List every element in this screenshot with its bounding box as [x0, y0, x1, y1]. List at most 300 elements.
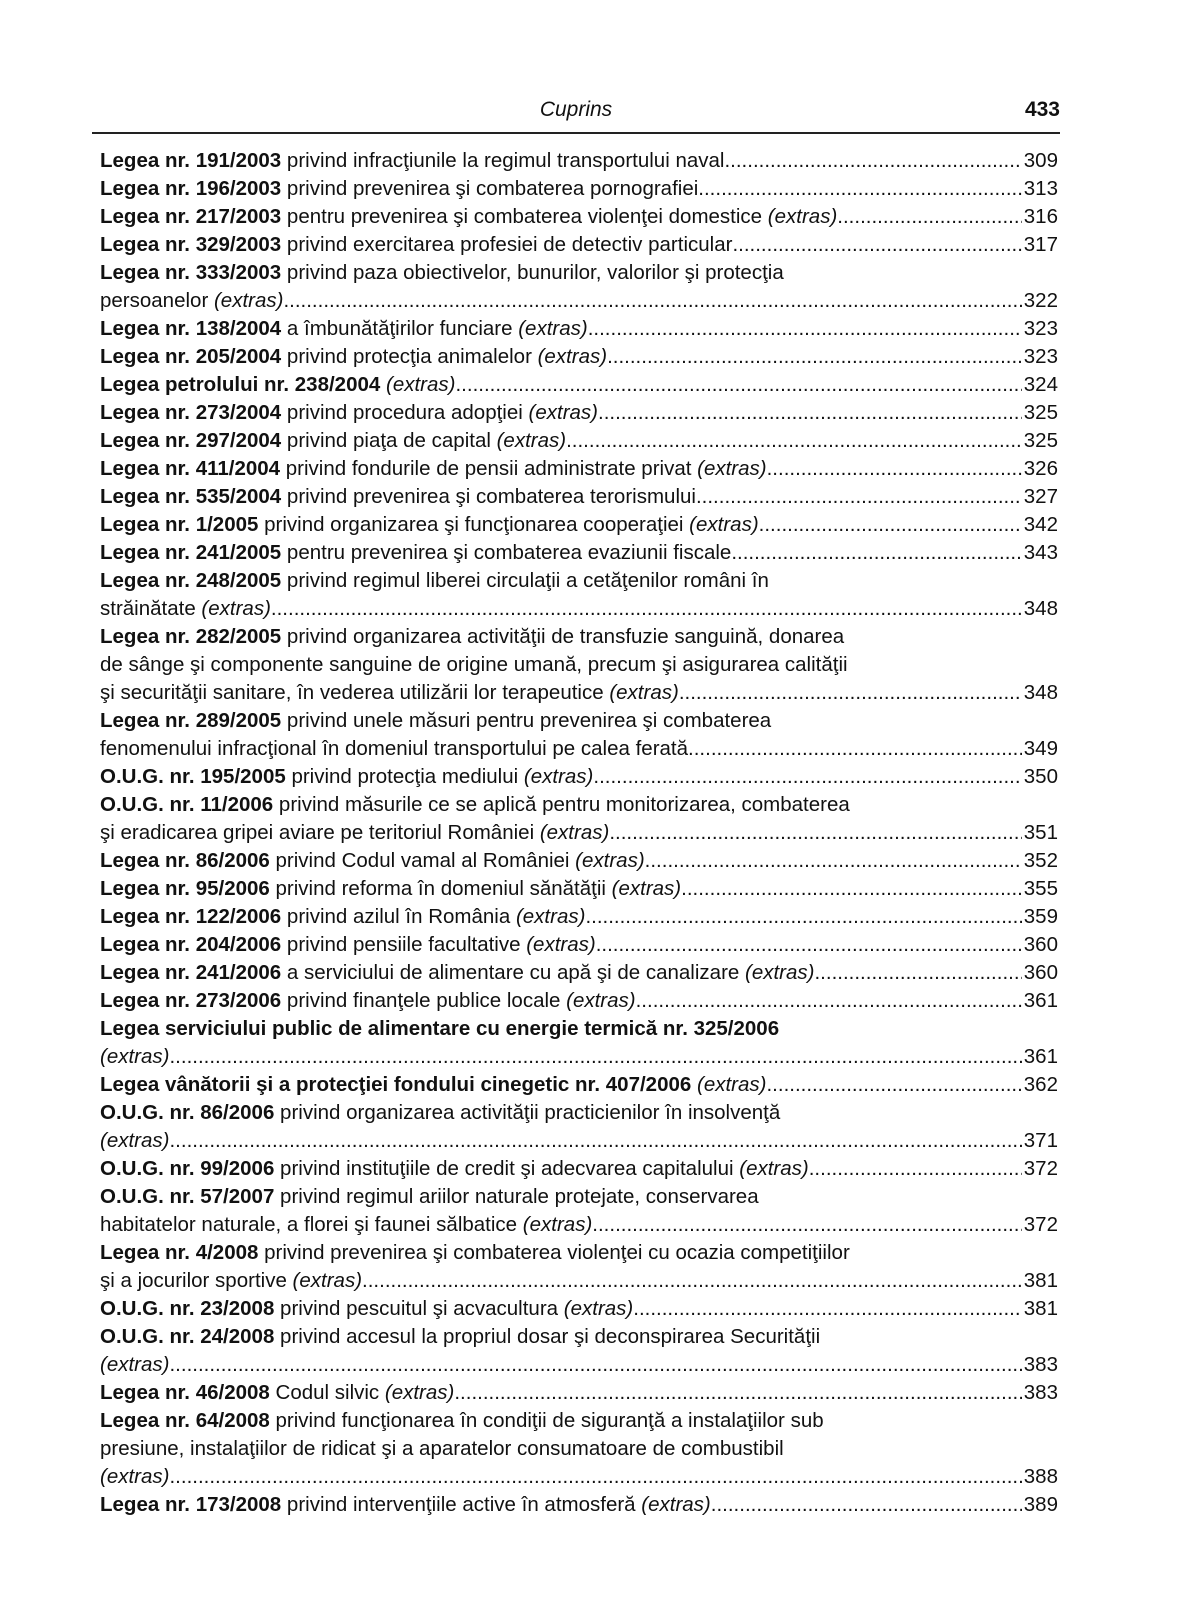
toc-entry-text — [100, 1071, 766, 1099]
toc-entry-line — [100, 1351, 1058, 1379]
toc-entry-line — [100, 371, 1058, 399]
toc-entry[interactable] — [100, 903, 1058, 931]
law-description: a îmbunătăţirilor funciare — [281, 317, 519, 340]
law-description: privind Codul vamal al României — [269, 849, 576, 872]
law-description: privind procedura adopţiei — [281, 401, 529, 424]
toc-entry-line — [100, 1211, 1058, 1239]
law-reference: Legea nr. 217/2003 — [100, 205, 282, 228]
toc-entry[interactable] — [100, 455, 1058, 483]
toc-entry-text — [100, 1379, 454, 1407]
toc-entry-text — [100, 259, 784, 287]
law-reference: O.U.G. nr. 99/2006 — [100, 1157, 275, 1180]
toc-entry-line — [100, 315, 1058, 343]
toc-entry-text — [100, 735, 688, 763]
dot-leader — [592, 1211, 1022, 1239]
law-description: persoanelor — [100, 289, 214, 312]
toc-entry-text — [100, 763, 593, 791]
dot-leader — [688, 735, 1022, 763]
extract-note: (extras) — [767, 205, 838, 228]
toc-entry-line — [100, 1183, 1058, 1211]
toc-entry-text — [100, 231, 732, 259]
law-reference: Legea petrolului nr. 238/2004 — [100, 373, 381, 396]
toc-page-number: 342 — [1023, 513, 1058, 536]
law-reference: Legea nr. 196/2003 — [100, 177, 282, 200]
dot-leader — [636, 987, 1022, 1015]
toc-entry[interactable] — [100, 763, 1058, 791]
toc-entry-line — [100, 651, 1058, 679]
dot-leader — [607, 343, 1022, 371]
dot-leader — [609, 819, 1021, 847]
dot-leader — [598, 399, 1022, 427]
toc-entry-line — [100, 511, 1058, 539]
toc-entry-line — [100, 231, 1058, 259]
toc-entry[interactable] — [100, 791, 1058, 847]
law-description: privind regimul ariilor naturale protejate, conservarea — [274, 1185, 759, 1208]
toc-page-number: 343 — [1023, 541, 1058, 564]
toc-entry-text — [100, 1267, 362, 1295]
law-reference: Legea nr. 46/2008 — [100, 1381, 270, 1404]
toc-entry-text — [100, 959, 814, 987]
toc-entry[interactable] — [100, 1071, 1058, 1099]
toc-page-number: 349 — [1023, 737, 1058, 760]
dot-leader — [169, 1043, 1021, 1071]
law-description: fenomenului infracţional în domeniul transportului pe calea ferată — [100, 737, 689, 760]
dot-leader — [454, 1379, 1021, 1407]
toc-entry-text — [100, 399, 598, 427]
toc-entry-text — [100, 343, 607, 371]
toc-entry-text — [100, 595, 271, 623]
toc-entry-text — [100, 1351, 169, 1379]
law-reference: Legea nr. 191/2003 — [100, 149, 282, 172]
toc-page-number: 362 — [1023, 1073, 1058, 1096]
extract-note: (extras) — [515, 905, 586, 928]
law-description: privind paza obiectivelor, bunurilor, valorilor şi protecţia — [281, 261, 784, 284]
toc-page-number: 388 — [1023, 1465, 1058, 1488]
toc-page-number: 352 — [1023, 849, 1058, 872]
law-description: Codul silvic — [269, 1381, 385, 1404]
law-reference: O.U.G. nr. 23/2008 — [100, 1297, 275, 1320]
law-description: privind prevenirea şi combaterea violenţei cu ocazia competiţiilor — [258, 1241, 850, 1264]
dot-leader — [766, 1071, 1021, 1099]
toc-entry-text — [100, 483, 696, 511]
extract-note: (extras) — [523, 765, 594, 788]
law-description: privind reforma în domeniul sănătăţii — [269, 877, 612, 900]
toc-page-number: 381 — [1023, 1269, 1058, 1292]
dot-leader — [585, 903, 1021, 931]
extract-note: (extras) — [563, 1297, 634, 1320]
law-description: privind intervenţiile active în atmosferă — [281, 1493, 642, 1516]
extract-note: (extras) — [100, 1129, 170, 1152]
toc-entry-text — [100, 987, 636, 1015]
law-reference: O.U.G. nr. 86/2006 — [100, 1101, 275, 1124]
law-description: privind piaţa de capital — [281, 429, 497, 452]
toc-page-number: 325 — [1023, 429, 1058, 452]
toc-entry[interactable] — [100, 371, 1058, 399]
toc-page-number: 325 — [1023, 401, 1058, 424]
extract-note: (extras) — [528, 401, 598, 424]
toc-entry-line — [100, 623, 1058, 651]
toc-entry-text — [100, 1323, 820, 1351]
law-description: privind accesul la propriul dosar şi deconspirarea Securităţii — [274, 1325, 821, 1348]
page-number: 433 — [1024, 98, 1060, 121]
toc-entry-line — [100, 427, 1058, 455]
law-reference: Legea nr. 173/2008 — [100, 1493, 282, 1516]
toc-entry[interactable] — [100, 175, 1058, 203]
toc-entry-line — [100, 483, 1058, 511]
toc-entry-line — [100, 1099, 1058, 1127]
dot-leader — [362, 1267, 1022, 1295]
law-description: privind prevenirea şi combaterea pornografiei — [281, 177, 699, 200]
toc-page-number: 355 — [1023, 877, 1058, 900]
extract-note: (extras) — [100, 1353, 170, 1376]
toc-entry[interactable] — [100, 707, 1058, 763]
dot-leader — [696, 483, 1022, 511]
law-description: străinătate — [100, 597, 202, 620]
law-description: privind azilul în România — [281, 905, 516, 928]
dot-leader — [731, 539, 1021, 567]
toc-entry-text — [100, 567, 769, 595]
toc-entry-line — [100, 931, 1058, 959]
toc-entry[interactable] — [100, 259, 1058, 315]
toc-entry-line — [100, 1071, 1058, 1099]
toc-entry-line — [100, 791, 1058, 819]
extract-note: (extras) — [386, 373, 456, 396]
extract-note: (extras) — [641, 1493, 711, 1516]
running-title: Cuprins — [539, 98, 613, 121]
dot-leader — [169, 1127, 1021, 1155]
toc-entry-text — [100, 147, 724, 175]
law-reference: O.U.G. nr. 57/2007 — [100, 1185, 275, 1208]
toc-entry-text — [100, 287, 283, 315]
toc-page-number: 359 — [1023, 905, 1058, 928]
toc-entry-line — [100, 1295, 1058, 1323]
toc-entry-line — [100, 987, 1058, 1015]
toc-entry-text — [100, 511, 759, 539]
toc-entry-text — [100, 1211, 592, 1239]
law-reference: Legea nr. 64/2008 — [100, 1409, 270, 1432]
toc-entry[interactable] — [100, 315, 1058, 343]
toc-entry-text — [100, 1463, 169, 1491]
law-reference: O.U.G. nr. 11/2006 — [100, 793, 274, 816]
toc-page-number: 383 — [1023, 1353, 1058, 1376]
toc-entry-line — [100, 819, 1058, 847]
toc-entry-line — [100, 763, 1058, 791]
toc-entry-line — [100, 959, 1058, 987]
toc-entry-text — [100, 819, 609, 847]
law-description: privind regimul liberei circulaţii a cetăţenilor români în — [281, 569, 769, 592]
toc-entry[interactable] — [100, 875, 1058, 903]
toc-page-number: 348 — [1023, 597, 1058, 620]
dot-leader — [759, 511, 1022, 539]
dot-leader — [169, 1351, 1021, 1379]
dot-leader — [283, 287, 1021, 315]
toc-page-number: 313 — [1023, 177, 1058, 200]
extract-note: (extras) — [384, 1381, 455, 1404]
toc-entry-line — [100, 1463, 1058, 1491]
toc-entry-text — [100, 707, 771, 735]
toc-entry[interactable] — [100, 483, 1058, 511]
toc-page-number: 360 — [1023, 933, 1058, 956]
toc-entry-line — [100, 1155, 1058, 1183]
law-reference: Legea nr. 273/2006 — [100, 989, 282, 1012]
toc-entry-text — [100, 847, 645, 875]
law-description: privind finanţele publice locale — [281, 989, 567, 1012]
toc-entry-line — [100, 567, 1058, 595]
law-description: privind protecţia animalelor — [281, 345, 538, 368]
toc-entry-line — [100, 903, 1058, 931]
toc-entry-line — [100, 1379, 1058, 1407]
toc-entry-text — [100, 679, 679, 707]
toc-page-number: 381 — [1023, 1297, 1058, 1320]
toc-entry[interactable] — [100, 399, 1058, 427]
toc-entry-line — [100, 679, 1058, 707]
toc-entry-line — [100, 147, 1058, 175]
toc-entry-line — [100, 539, 1058, 567]
table-of-contents — [100, 147, 1058, 1519]
toc-entry-text — [100, 455, 767, 483]
toc-entry-line — [100, 847, 1058, 875]
toc-entry[interactable] — [100, 931, 1058, 959]
toc-entry-line — [100, 1127, 1058, 1155]
dot-leader — [271, 595, 1022, 623]
law-reference: Legea nr. 86/2006 — [100, 849, 270, 872]
dot-leader — [633, 1295, 1022, 1323]
toc-entry[interactable] — [100, 427, 1058, 455]
law-description: presiune, instalaţiilor de ridicat şi a aparatelor consumatoare de combustibil — [100, 1437, 784, 1460]
toc-entry-text — [100, 875, 681, 903]
toc-entry[interactable] — [100, 1379, 1058, 1407]
law-reference: Legea nr. 273/2004 — [100, 401, 282, 424]
dot-leader — [732, 231, 1021, 259]
law-reference: Legea nr. 329/2003 — [100, 233, 282, 256]
law-description: de sânge şi componente sanguine de origine umană, precum şi asigurarea calităţii — [100, 653, 848, 676]
law-reference: O.U.G. nr. 195/2005 — [100, 765, 286, 788]
toc-page-number: 326 — [1023, 457, 1058, 480]
toc-entry[interactable] — [100, 987, 1058, 1015]
law-description: şi a jocurilor sportive — [100, 1269, 293, 1292]
page-header — [92, 96, 1060, 134]
law-description: şi securităţii sanitare, în vederea utilizării lor terapeutice — [100, 681, 610, 704]
toc-page-number: 323 — [1023, 345, 1058, 368]
dot-leader — [593, 763, 1021, 791]
toc-entry-line — [100, 707, 1058, 735]
extract-note: (extras) — [526, 933, 596, 956]
dot-leader — [698, 175, 1022, 203]
toc-page-number: 371 — [1023, 1129, 1058, 1152]
law-description: privind infracţiunile la regimul transportului naval — [281, 149, 725, 172]
toc-entry-line — [100, 735, 1058, 763]
extract-note: (extras) — [697, 1073, 767, 1096]
law-description: privind măsurile ce se aplică pentru monitorizarea, combaterea — [273, 793, 850, 816]
extract-note: (extras) — [697, 457, 767, 480]
law-reference: Legea nr. 411/2004 — [100, 457, 281, 480]
law-description: privind instituţiile de credit şi adecvarea capitalului — [274, 1157, 740, 1180]
law-reference: Legea nr. 204/2006 — [100, 933, 282, 956]
law-reference: Legea nr. 248/2005 — [100, 569, 282, 592]
extract-note: (extras) — [100, 1465, 170, 1488]
toc-entry-line — [100, 1407, 1058, 1435]
toc-entry-line — [100, 1323, 1058, 1351]
toc-page-number: 309 — [1023, 149, 1058, 172]
law-description: şi eradicarea gripei aviare pe teritoriul României — [100, 821, 540, 844]
extract-note: (extras) — [539, 821, 610, 844]
toc-page-number: 361 — [1023, 989, 1058, 1012]
toc-entry[interactable] — [100, 1015, 1058, 1071]
dot-leader — [814, 959, 1021, 987]
toc-entry-text — [100, 371, 455, 399]
dot-leader — [169, 1463, 1021, 1491]
law-description: pentru prevenirea şi combaterea evaziunii fiscale — [281, 541, 732, 564]
toc-entry-line — [100, 455, 1058, 483]
law-description: habitatelor naturale, a florei şi faunei sălbatice — [100, 1213, 523, 1236]
toc-page-number: 327 — [1023, 485, 1058, 508]
dot-leader — [711, 1491, 1022, 1519]
law-reference: Legea nr. 4/2008 — [100, 1241, 259, 1264]
toc-page-number: 372 — [1023, 1213, 1058, 1236]
extract-note: (extras) — [292, 1269, 363, 1292]
dot-leader — [767, 455, 1022, 483]
toc-page-number: 389 — [1023, 1493, 1058, 1516]
toc-page-number: 372 — [1023, 1157, 1058, 1180]
toc-entry[interactable] — [100, 1099, 1058, 1155]
law-reference: Legea nr. 1/2005 — [100, 513, 259, 536]
toc-page-number: 360 — [1023, 961, 1058, 984]
toc-page-number: 316 — [1023, 205, 1058, 228]
toc-entry[interactable] — [100, 1239, 1058, 1295]
dot-leader — [596, 931, 1022, 959]
toc-entry-text — [100, 427, 566, 455]
toc-entry[interactable] — [100, 539, 1058, 567]
toc-entry-text — [100, 539, 731, 567]
law-description: privind organizarea şi funcţionarea cooperaţiei — [258, 513, 690, 536]
toc-entry[interactable] — [100, 567, 1058, 623]
toc-entry[interactable] — [100, 1323, 1058, 1379]
toc-entry-text — [100, 1155, 809, 1183]
dot-leader — [588, 315, 1022, 343]
law-description: pentru prevenirea şi combaterea violenţei domestice — [281, 205, 768, 228]
law-reference: Legea nr. 297/2004 — [100, 429, 282, 452]
law-description: privind funcţionarea în condiţii de siguranţă a instalaţiilor sub — [269, 1409, 824, 1432]
law-description: privind exercitarea profesiei de detectiv particular — [281, 233, 733, 256]
toc-entry[interactable] — [100, 1491, 1058, 1519]
extract-note: (extras) — [575, 849, 645, 872]
toc-page-number: 351 — [1023, 821, 1058, 844]
toc-entry-line — [100, 1015, 1058, 1043]
toc-entry-text — [100, 1295, 633, 1323]
toc-entry-text — [100, 1043, 169, 1071]
toc-entry-text — [100, 315, 588, 343]
toc-entry[interactable] — [100, 147, 1058, 175]
dot-leader — [566, 427, 1022, 455]
toc-entry[interactable] — [100, 1183, 1058, 1239]
toc-entry-text — [100, 1491, 711, 1519]
toc-entry-line — [100, 287, 1058, 315]
toc-entry-line — [100, 875, 1058, 903]
toc-entry[interactable] — [100, 511, 1058, 539]
toc-entry-line — [100, 259, 1058, 287]
toc-entry-text — [100, 903, 585, 931]
toc-entry-line — [100, 175, 1058, 203]
toc-page-number: 323 — [1023, 317, 1058, 340]
extract-note: (extras) — [566, 989, 636, 1012]
extract-note: (extras) — [522, 1213, 593, 1236]
law-description: privind fondurile de pensii administrate privat — [280, 457, 698, 480]
toc-entry-line — [100, 343, 1058, 371]
toc-page-number: 324 — [1023, 373, 1058, 396]
toc-entry[interactable] — [100, 959, 1058, 987]
law-description: privind unele măsuri pentru prevenirea şi combaterea — [281, 709, 772, 732]
toc-entry[interactable] — [100, 847, 1058, 875]
law-reference: Legea nr. 205/2004 — [100, 345, 282, 368]
law-description: privind pensiile facultative — [281, 933, 527, 956]
law-reference: Legea nr. 138/2004 — [100, 317, 282, 340]
extract-note: (extras) — [518, 317, 588, 340]
toc-entry[interactable] — [100, 1155, 1058, 1183]
toc-entry[interactable] — [100, 1407, 1058, 1491]
toc-entry[interactable] — [100, 1295, 1058, 1323]
law-reference: Legea nr. 535/2004 — [100, 485, 282, 508]
toc-entry[interactable] — [100, 623, 1058, 707]
law-reference: Legea nr. 241/2005 — [100, 541, 282, 564]
dot-leader — [724, 147, 1021, 175]
toc-entry[interactable] — [100, 203, 1058, 231]
extract-note: (extras) — [201, 597, 271, 620]
law-reference: Legea vânătorii şi a protecţiei fondului cinegetic nr. 407/2006 — [100, 1073, 692, 1096]
toc-entry-text — [100, 1127, 169, 1155]
extract-note: (extras) — [689, 513, 759, 536]
law-description: a serviciului de alimentare cu apă şi de canalizare — [281, 961, 745, 984]
toc-entry-line — [100, 595, 1058, 623]
toc-entry-text — [100, 623, 844, 651]
toc-entry-text — [100, 1015, 779, 1043]
extract-note: (extras) — [745, 961, 815, 984]
dot-leader — [681, 875, 1022, 903]
toc-entry-text — [100, 1099, 780, 1127]
toc-entry[interactable] — [100, 343, 1058, 371]
dot-leader — [455, 371, 1021, 399]
law-description: privind organizarea activităţii practicienilor în insolvenţă — [274, 1101, 781, 1124]
toc-entry-text — [100, 931, 596, 959]
toc-entry-line — [100, 1267, 1058, 1295]
law-reference: Legea nr. 95/2006 — [100, 877, 270, 900]
toc-entry-line — [100, 1239, 1058, 1267]
extract-note: (extras) — [611, 877, 682, 900]
law-reference: Legea nr. 333/2003 — [100, 261, 282, 284]
dot-leader — [809, 1155, 1022, 1183]
toc-page-number: 348 — [1023, 681, 1058, 704]
law-reference: Legea nr. 122/2006 — [100, 905, 282, 928]
toc-page-number: 317 — [1023, 233, 1058, 256]
toc-entry-text — [100, 1183, 759, 1211]
law-reference: Legea serviciului public de alimentare cu energie termică nr. 325/2006 — [100, 1017, 780, 1040]
dot-leader — [679, 679, 1022, 707]
law-reference: Legea nr. 289/2005 — [100, 709, 282, 732]
toc-entry-text — [100, 1407, 824, 1435]
toc-page-number: 350 — [1023, 765, 1058, 788]
toc-page-number: 361 — [1023, 1045, 1058, 1068]
law-description: privind organizarea activităţii de transfuzie sanguină, donarea — [281, 625, 845, 648]
toc-page-number: 322 — [1023, 289, 1058, 312]
toc-page-number: 383 — [1023, 1381, 1058, 1404]
toc-entry[interactable] — [100, 231, 1058, 259]
toc-entry-line — [100, 1043, 1058, 1071]
extract-note: (extras) — [739, 1157, 809, 1180]
law-reference: Legea nr. 241/2006 — [100, 961, 282, 984]
extract-note: (extras) — [496, 429, 567, 452]
dot-leader — [837, 203, 1022, 231]
toc-entry-text — [100, 203, 837, 231]
law-description: privind pescuitul şi acvacultura — [274, 1297, 564, 1320]
